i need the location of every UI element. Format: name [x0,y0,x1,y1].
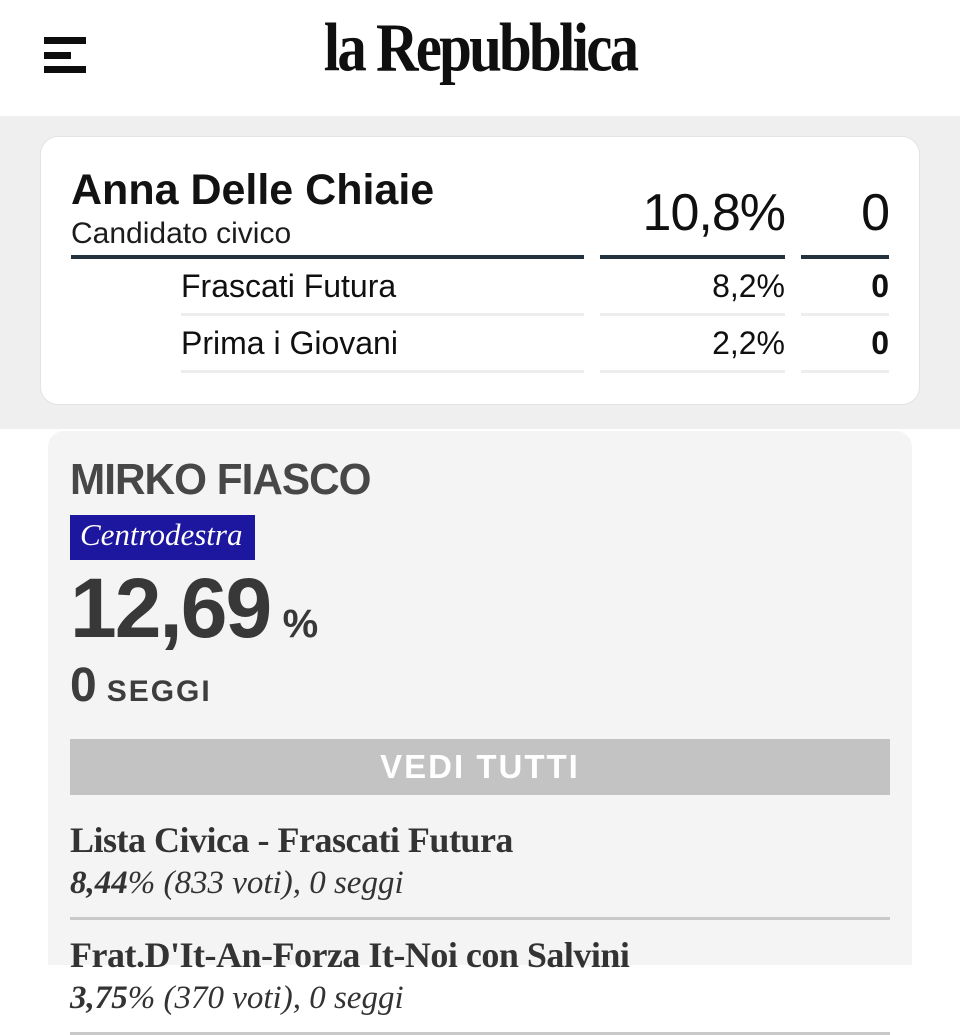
candidate-section [0,116,960,429]
list-name: Prima i Giovani [181,316,584,373]
table-row [71,259,889,316]
candidate-subtitle: Candidato civico [71,217,292,250]
candidate-percent: 10,8% [600,163,785,259]
result-percent-value: 12,69 [70,561,271,656]
see-all-button[interactable]: VEDI TUTTI [70,739,890,795]
list-percent: 2,2% [600,316,785,373]
result-card [48,431,912,1016]
party-result [70,865,890,901]
list-item[interactable] [70,805,890,920]
app-header [0,0,960,116]
list-name: Frascati Futura [181,259,584,316]
newspaper-logo: la Repubblica [323,9,637,86]
result-section [0,429,960,1016]
coalition-badge: Centrodestra [70,515,255,560]
party-list [70,805,890,1035]
candidate-name-cell [71,163,584,259]
list-percent: 8,2% [600,259,785,316]
party-detail: % (833 voti), 0 seggi [127,864,404,901]
result-percent [70,561,890,656]
result-seats-value: 0 [70,659,97,713]
party-result [70,980,890,1016]
list-item[interactable] [70,920,890,1035]
candidate-name: Anna Delle Chiaie [71,165,435,214]
percent-symbol: % [282,602,319,647]
list-seats: 0 [801,316,889,373]
party-percent: 8,44 [70,864,128,901]
party-name: Frat.D'It-An-Forza It-Noi con Salvini [70,934,630,975]
result-seats [70,658,890,713]
party-detail: % (370 voti), 0 seggi [127,979,404,1016]
candidate-main-row [71,163,889,259]
party-name: Lista Civica - Frascati Futura [70,820,513,861]
table-row [71,316,889,373]
result-seats-label: SEGGI [106,675,212,709]
result-candidate-name: MIRKO FIASCO [70,455,371,504]
candidate-seats: 0 [801,163,889,259]
candidate-card [40,136,920,405]
party-percent: 3,75 [70,979,128,1016]
list-seats: 0 [801,259,889,316]
